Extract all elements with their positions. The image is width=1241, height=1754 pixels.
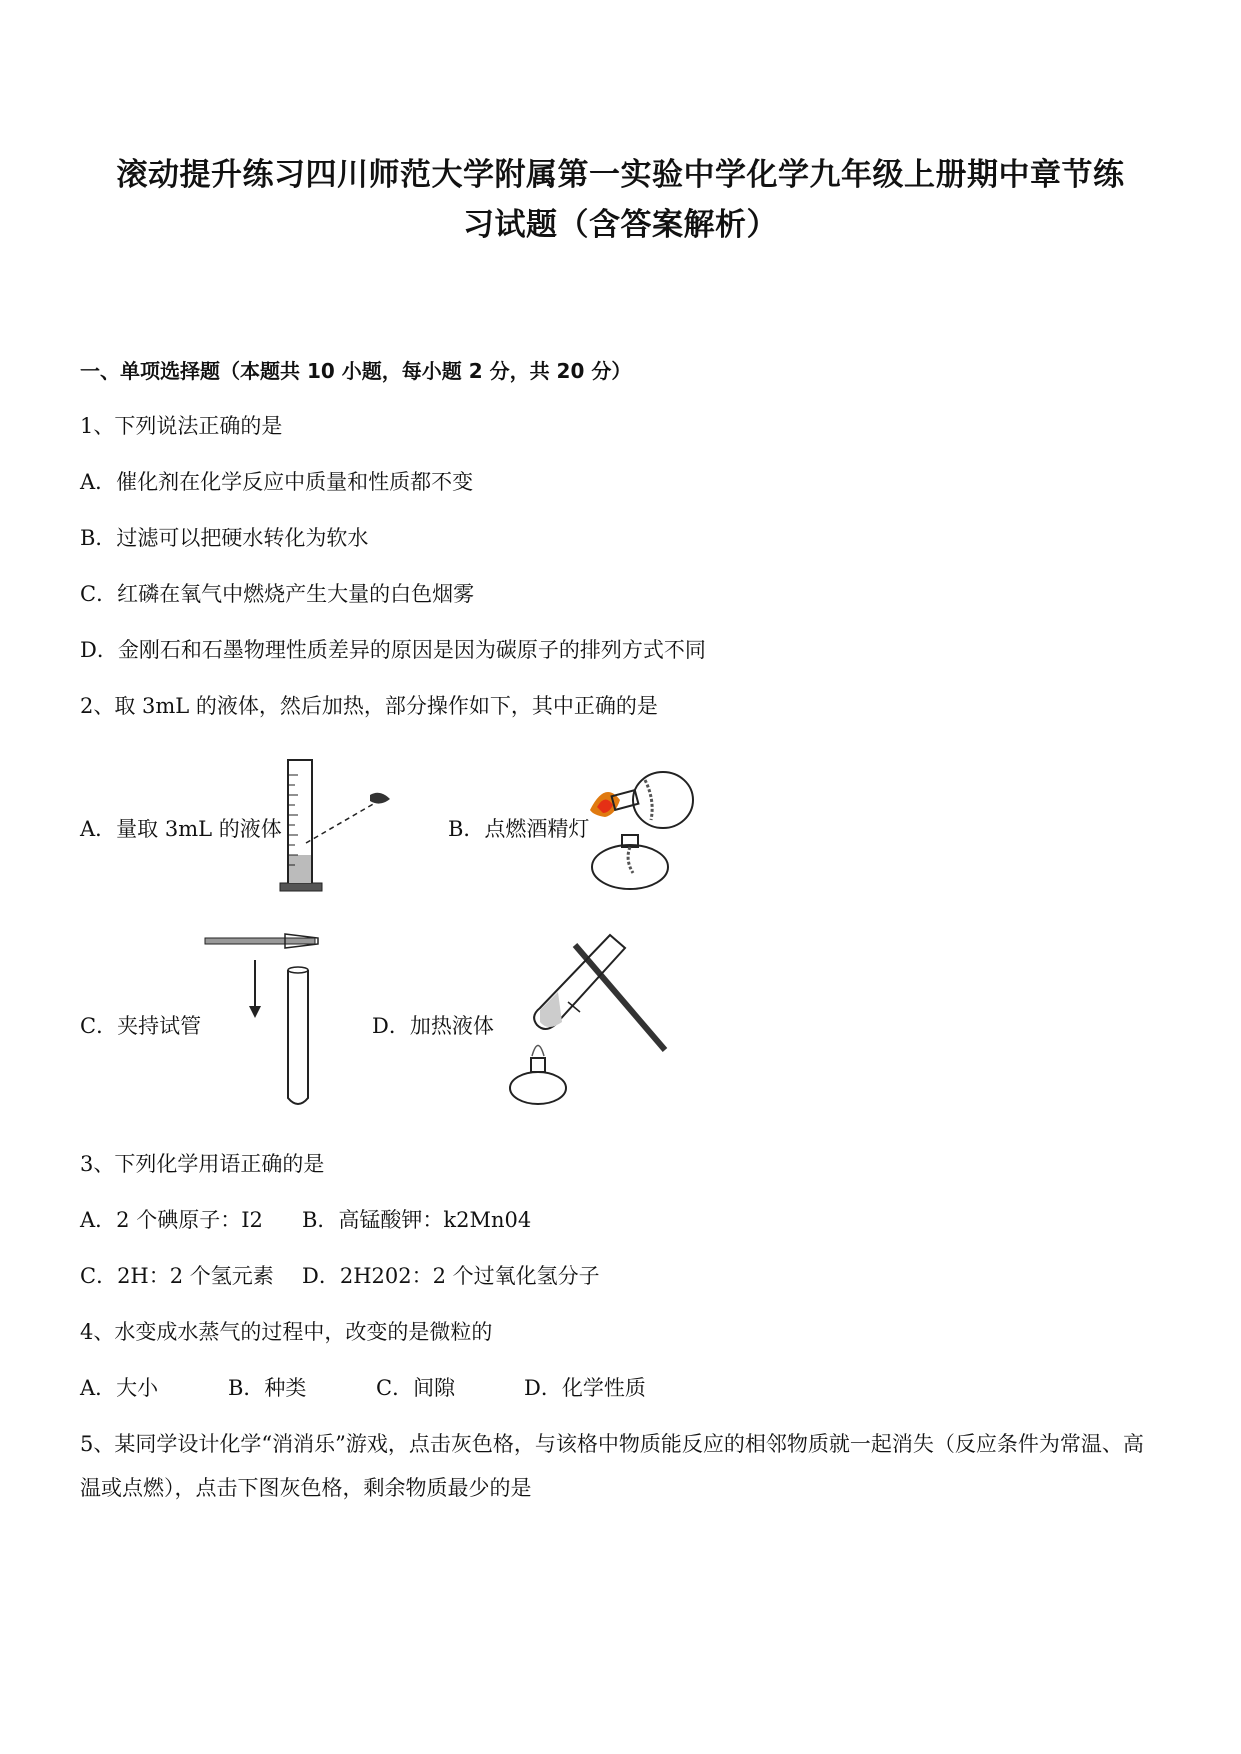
graduated-cylinder-figure: [270, 755, 400, 895]
section-heading: 一、单项选择题（本题共 10 小题，每小题 2 分，共 20 分）: [80, 359, 632, 383]
q4-option-b: B．种类: [228, 1376, 307, 1400]
q1-option-c: C．红磷在氧气中燃烧产生大量的白色烟雾: [80, 582, 475, 606]
q1-stem: 1、下列说法正确的是: [80, 414, 283, 438]
q2-stem: 2、取 3mL 的液体，然后加热，部分操作如下，其中正确的是: [80, 694, 658, 718]
q4-option-a: A．大小: [80, 1376, 159, 1400]
q4-stem: 4、水变成水蒸气的过程中，改变的是微粒的: [80, 1320, 493, 1344]
q2-option-d: D．加热液体: [372, 1014, 494, 1038]
q3-option-b: B．高锰酸钾：k2Mn04: [302, 1208, 532, 1232]
q2-option-b: B．点燃酒精灯: [448, 817, 590, 841]
q3-stem: 3、下列化学用语正确的是: [80, 1152, 325, 1176]
q3-option-c: C．2H：2 个氢元素: [80, 1264, 274, 1288]
q4-option-c: C．间隙: [376, 1376, 456, 1400]
title-line-1: 滚动提升练习四川师范大学附属第一实验中学化学九年级上册期中章节练: [116, 157, 1125, 193]
title-line-2: 习试题（含答案解析）: [463, 207, 778, 243]
q2-option-a: A．量取 3mL 的液体: [80, 817, 282, 841]
q2-option-c: C．夹持试管: [80, 1014, 202, 1038]
q1-option-a: A．催化剂在化学反应中质量和性质都不变: [80, 470, 474, 494]
heating-liquid-figure: [500, 930, 680, 1110]
eye-icon: [370, 793, 390, 804]
document-title: [60, 150, 1181, 250]
q1-option-b: B．过滤可以把硬水转化为软水: [80, 526, 369, 550]
q1-option-d: D．金刚石和石墨物理性质差异的原因是因为碳原子的排列方式不同: [80, 638, 706, 662]
q4-option-d: D．化学性质: [524, 1376, 646, 1400]
q3-option-a: A．2 个碘原子：I2: [80, 1208, 263, 1232]
test-tube-holder-figure: [200, 930, 350, 1110]
alcohol-lamp-lighting-figure: [585, 755, 715, 895]
q5-stem: 5、某同学设计化学“消消乐”游戏，点击灰色格，与该格中物质能反应的相邻物质就一起消失（反应条件为常温、高温或点燃），点击下图灰色格，剩余物质最少的是: [80, 1432, 1144, 1500]
q3-option-d: D．2H202：2 个过氧化氢分子: [302, 1264, 600, 1288]
